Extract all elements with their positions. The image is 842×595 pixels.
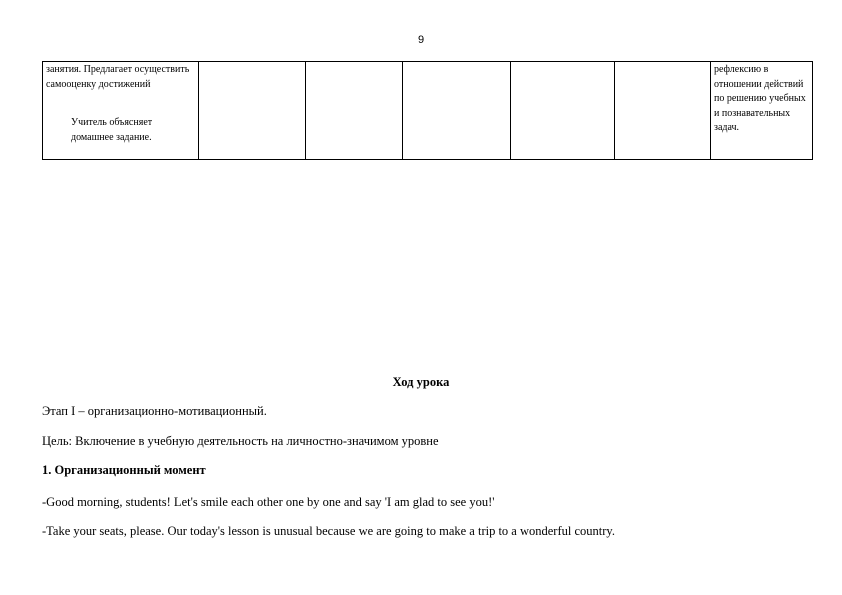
cell-text-homework: Учитель объясняет домашнее задание.: [71, 117, 153, 143]
page-number: 9: [417, 34, 425, 46]
section-title: 1. Организационный момент: [42, 463, 206, 477]
greeting-line: -Good morning, students! Let's smile each other one by one and say 'I am glad to see you!': [42, 495, 495, 509]
table-cell: [403, 62, 511, 160]
table-row: [43, 62, 813, 160]
lesson-plan-table: [42, 61, 813, 160]
table-cell-results: [711, 62, 813, 160]
lesson-heading: Ход урока: [392, 375, 450, 389]
table-cell: [306, 62, 403, 160]
goal-line: Цель: Включение в учебную деятельность на личностно-значимом уровне: [42, 434, 439, 448]
cell-text: занятия. Предлагает осуществить самооценку достижений: [46, 64, 190, 90]
table-cell-teacher-activity: [43, 62, 199, 160]
stage-line: Этап I – организационно-мотивационный.: [42, 404, 267, 418]
table-cell: [615, 62, 711, 160]
cell-text: рефлексию в отношении действий по решению учебных и познавательных задач.: [714, 64, 806, 133]
instruction-line: -Take your seats, please. Our today's lesson is unusual because we are going to make a trip to a wonderful country.: [42, 524, 615, 538]
table-cell: [199, 62, 306, 160]
table-cell: [511, 62, 615, 160]
